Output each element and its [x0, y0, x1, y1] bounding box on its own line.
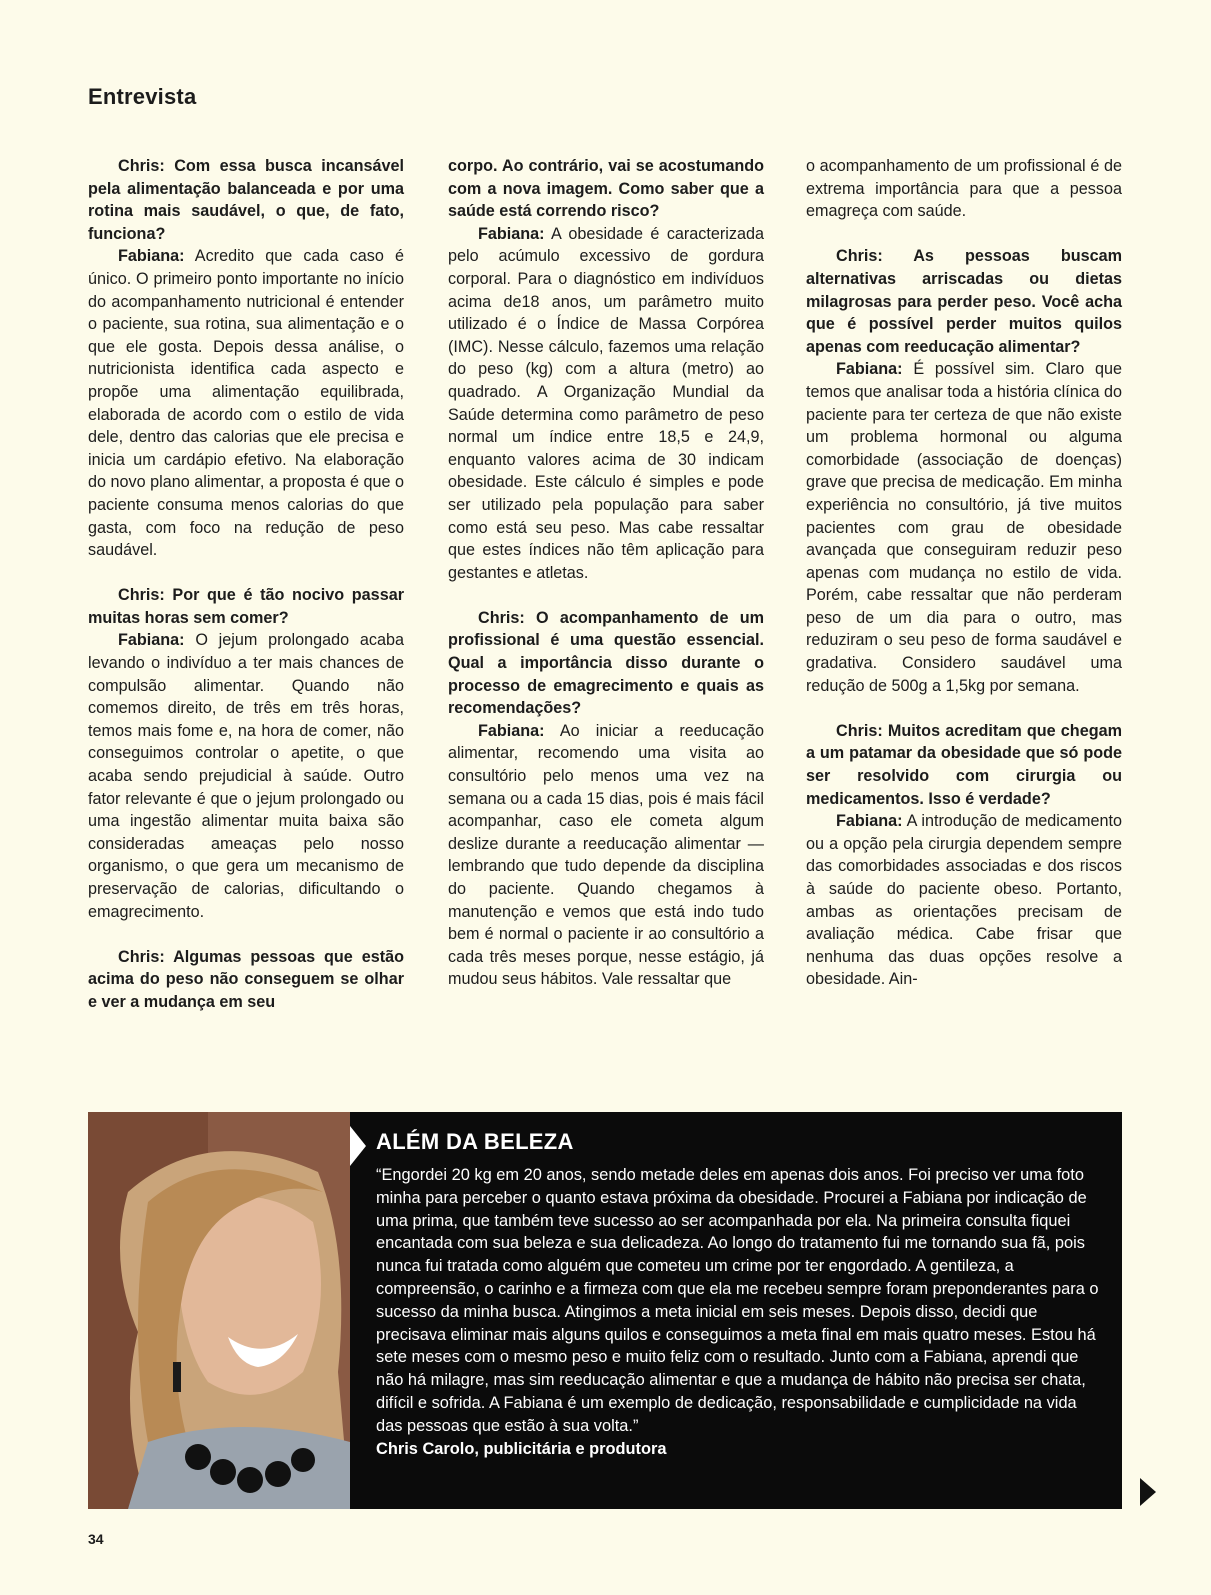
continued-answer: o acompanhamento de um profissional é de extrema importância para que a pessoa emagreça com saúde. — [806, 157, 1122, 221]
interview-answer — [806, 358, 1122, 697]
interview-answer — [448, 720, 764, 991]
box-title: ALÉM DA BELEZA — [376, 1129, 574, 1154]
testimonial-quote: “Engordei 20 kg em 20 anos, sendo metade deles em apenas dois anos. Foi preciso ver uma foto minha para perceber o quanto estava próxima da obesidade. Procurei a Fabiana por indicação de uma prima, que também teve sucesso ao ser acompanhada por ela. Na primeira consulta fiquei encantada com sua beleza e sua delicadeza. Ao longo do tratamento fui me tornando sua fã, pois nunca fui tratada como alguém que cometeu um crime por ter engordado. A gentileza, a compreensão, o carinho e a firmeza com que ela me recebeu sempre foram preponderantes para o sucesso da minha busca. Atingimos a meta inicial em seis meses. Depois disso, decidi que precisava eliminar mais alguns quilos e conseguimos a meta final em mais quatro meses. Estou há sete meses com o mesmo peso e muito feliz com o resultado. Junto com a Fabiana, aprendi que não há milagre, mas sim reeducação alimentar e que a mudança de hábito não precisa ser chata, difícil e sofrida. A Fabiana é um exemplo de dedicação, responsabilidade e cumplicidade na vida das pessoas que estão à sua volta.” — [376, 1166, 1099, 1435]
section-title: Entrevista — [88, 84, 197, 109]
portrait-illustration — [88, 1112, 350, 1509]
testimonial-box — [88, 1112, 1122, 1509]
answer-text: A obesidade é caracterizada pelo acúmulo excessivo de gordura corporal. Para o diagnóstico em indivíduos acima de18 anos, um parâmetro muito utilizado é o Índice de Massa Corpórea (IMC). Nesse cálculo, fazemos uma relação do peso (kg) com a altura (metro) ao quadrado. A Organização Mundial da Saúde determina como parâmetro de peso normal um índice entre 18,5 e 24,9, enquanto valores acima de 30 indicam obesidade. Este cálculo é simples e pode ser utilizado pela população para saber como está seu peso. Mas cabe ressaltar que estes índices não têm aplicação para gestantes e atletas. — [448, 224, 764, 582]
interview-question: Chris: As pessoas buscam alternativas arriscadas ou dietas milagrosas para perder peso. Você acha que é possível perder muitos quilos apenas com reeducação alimentar? — [806, 247, 1122, 356]
interview-answer — [88, 629, 404, 923]
answer-text: Ao iniciar a reeducação alimentar, recomendo uma visita ao consultório pelo menos uma vez na semana ou a cada 15 dias, pois é mais fácil acompanhar, caso ele cometa algum deslize durante a reeducação alimentar — lembrando que tudo depende da disciplina do paciente. Quando chegamos à manutenção e vemos que está indo tudo bem é normal o paciente ir ao consultório a cada três meses porque, nesse estágio, já mudou seus hábitos. Vale ressaltar que — [448, 721, 764, 989]
interview-answer — [806, 810, 1122, 991]
article-column-2 — [448, 155, 764, 991]
answer-text: O jejum prolongado acaba levando o indivíduo a ter mais chances de compulsão alimentar. Quando não comemos direito, de três em três horas, temos mais fome e, na hora de comer, não conseguimos controlar o apetite, o que acaba sendo prejudicial à saúde. Outro fator relevante é que o jejum prolongado ou uma ingestão alimentar muita baixa são consideradas ameaças pelo nosso organismo, o que gera um mecanismo de preservação de calorias, dificultando o emagrecimento. — [88, 631, 404, 921]
speaker-label: Fabiana: — [478, 224, 545, 243]
next-page-arrow-icon[interactable] — [1140, 1478, 1156, 1506]
article-column-1 — [88, 155, 404, 1014]
interview-question: Chris: Por que é tão nocivo passar muitas horas sem comer? — [88, 586, 404, 627]
speaker-label: Fabiana: — [836, 812, 903, 831]
speaker-label: Fabiana: — [118, 247, 185, 266]
interview-question: Chris: Muitos acreditam que chegam a um patamar da obesidade que só pode ser resolvido com cirurgia ou medicamentos. Isso é verdade? — [806, 721, 1122, 808]
testimonial-text — [376, 1164, 1102, 1460]
interview-answer — [448, 223, 764, 585]
article-column-3 — [806, 155, 1122, 991]
speaker-label: Fabiana: — [478, 721, 545, 740]
title-arrow-icon — [350, 1126, 366, 1166]
portrait-photo — [88, 1112, 350, 1509]
interview-question: Chris: Com essa busca incansável pela alimentação balanceada e por uma rotina mais saudável, o que, de fato, funciona? — [88, 157, 404, 243]
answer-text: A introdução de medicamento ou a opção pela cirurgia dependem sempre das comorbidades associadas e dos riscos à saúde do paciente obeso. Portanto, ambas as orientações precisam de avaliação médica. Cabe frisar que nenhuma das duas opções resolve a obesidade. Ain- — [806, 812, 1122, 989]
testimonial-signature: Chris Carolo, publicitária e produtora — [376, 1439, 667, 1458]
speaker-label: Fabiana: — [118, 631, 185, 650]
answer-text: Acredito que cada caso é único. O primeiro ponto importante no início do acompanhamento nutricional é entender o paciente, sua rotina, sua alimentação e o que ele gosta. Depois dessa análise, o nutricionista identifica cada aspecto e propõe uma alimentação equilibrada, elaborada de acordo com o estilo de vida dele, dentro das calorias que ele precisa e inicia um cardápio efetivo. Na elaboração do novo plano alimentar, a proposta é que o paciente consuma menos calorias do que gasta, com foco na redução de peso saudável. — [88, 247, 404, 560]
interview-question: Chris: O acompanhamento de um profissional é uma questão essencial. Qual a importância disso durante o processo de emagrecimento e quais as recomendações? — [448, 608, 764, 718]
page-number: 34 — [88, 1531, 104, 1547]
interview-question: Chris: Algumas pessoas que estão acima do peso não conseguem se olhar e ver a mudança em seu — [88, 947, 404, 1011]
interview-answer — [88, 245, 404, 561]
speaker-label: Fabiana: — [836, 360, 903, 379]
interview-question: corpo. Ao contrário, vai se acostumando com a nova imagem. Como saber que a saúde está correndo risco? — [448, 157, 764, 221]
answer-text: É possível sim. Claro que temos que analisar toda a história clínica do paciente para ter certeza de que não existe um problema hormonal ou alguma comorbidade (associação de doenças) grave que precisa de medicação. Em minha experiência no consultório, já tive muitos pacientes com grau de obesidade avançada que conseguiram reduzir peso apenas com mudança no estilo de vida. Porém, cabe ressaltar que não perderam peso de um dia para o outro, mas reduziram o seu peso de forma saudável e gradativa. Considero saudável uma redução de 500g a 1,5kg por semana. — [806, 360, 1122, 695]
